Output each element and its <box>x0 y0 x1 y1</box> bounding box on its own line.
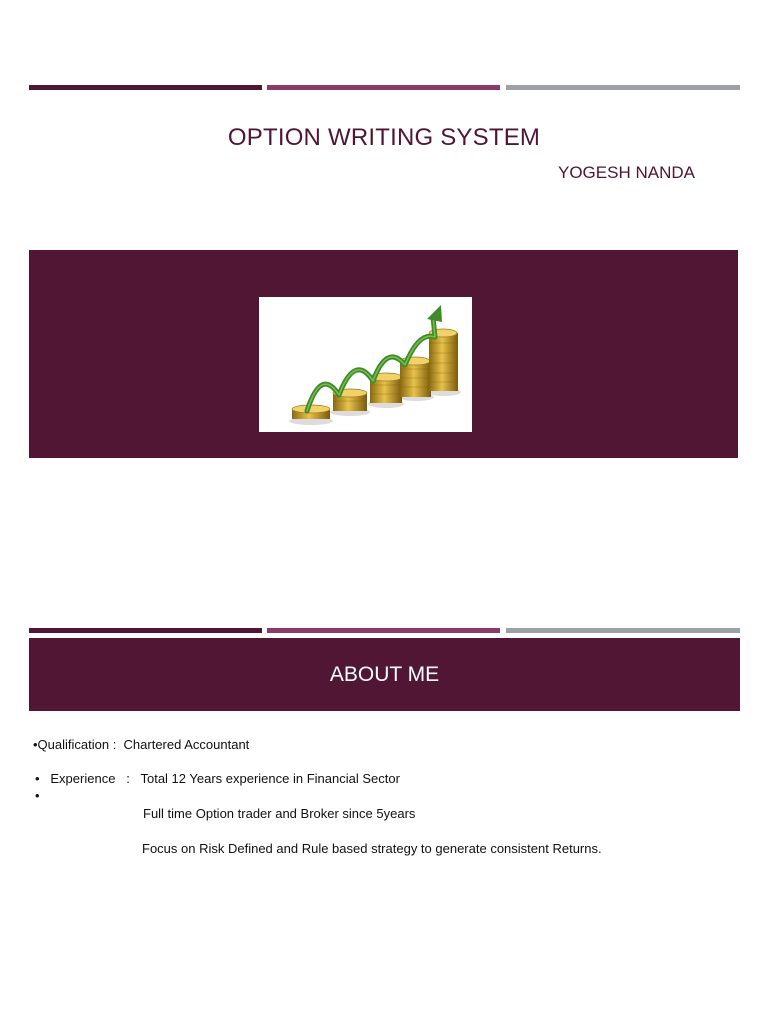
section-heading: ABOUT ME <box>329 663 440 686</box>
trader-line: Full time Option trader and Broker since 5years <box>143 806 416 821</box>
accent-bar-gray <box>506 85 740 90</box>
accent-bar-gray-2 <box>506 628 740 633</box>
experience-line: • Experience : Total 12 Years experience in Financial Sector <box>35 771 400 786</box>
coin-growth-picture <box>259 297 472 432</box>
accent-bar-dark-2 <box>29 628 262 633</box>
heading-banner <box>29 638 740 711</box>
coin-growth-illustration <box>259 297 472 432</box>
qualification-line: •Qualification : Chartered Accountant <box>33 737 250 752</box>
empty-bullet: • <box>35 788 40 803</box>
strategy-line: Focus on Risk Defined and Rule based strategy to generate consistent Returns. <box>142 841 602 856</box>
slide-title: OPTION WRITING SYSTEM <box>227 124 541 151</box>
accent-bar-dark <box>29 85 262 90</box>
accent-bar-plum-2 <box>267 628 500 633</box>
accent-bar-plum <box>267 85 500 90</box>
slide-author: YOGESH NANDA <box>558 163 695 182</box>
